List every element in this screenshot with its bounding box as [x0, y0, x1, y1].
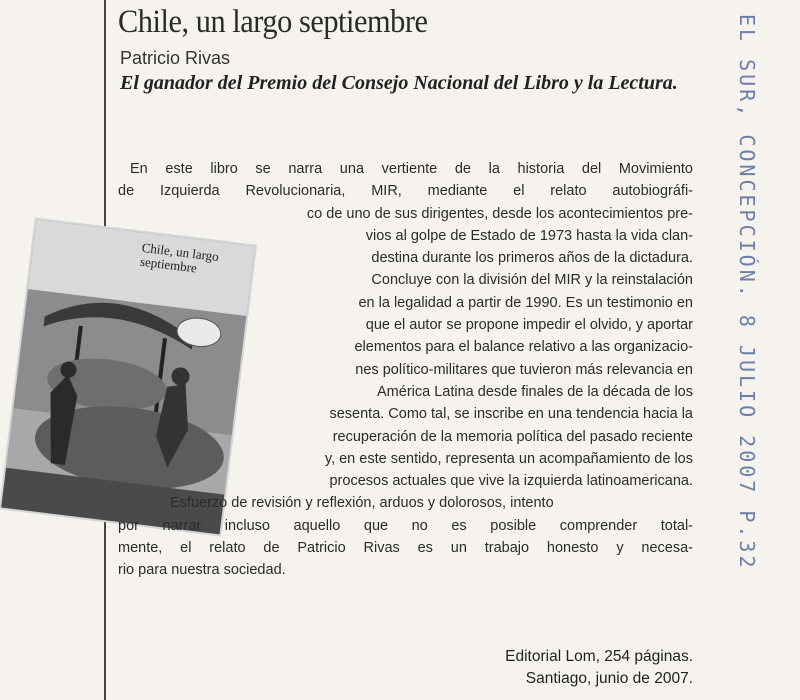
body-line: de Izquierda Revolucionaria, MIR, mediante el relato autobiográfi-	[118, 183, 693, 200]
body-line: rio para nuestra sociedad.	[118, 562, 286, 579]
body-line: elementos para el balance relativo a las organizacio-	[354, 339, 693, 356]
body-line: destina durante los primeros años de la dictadura.	[371, 250, 693, 267]
handwritten-source-note	[735, 14, 795, 694]
body-line: co de uno de sus dirigentes, desde los acontecimientos pre-	[306, 205, 693, 222]
body-line: Esfuerzo de revisión y reflexión, arduos y dolorosos, intento	[170, 495, 554, 512]
article-body	[118, 158, 693, 582]
body-line: y, en este sentido, representa un acompañamiento de los	[324, 450, 693, 467]
body-line: vios al golpe de Estado de 1973 hasta la vida clan-	[365, 227, 693, 244]
body-line: por narrar incluso aquello que no es posible comprender total-	[118, 517, 693, 534]
body-line: recuperación de la memoria política del pasado reciente	[332, 428, 693, 445]
body-line: Concluye con la división del MIR y la reinstalación	[371, 272, 693, 289]
body-line: nes político-militares que tuvieron más relevancia en	[355, 361, 693, 378]
body-line: En este libro se narra una vertiente de la historia del Movimiento	[130, 161, 693, 177]
book-cover-title: Chile, un largo septiembre	[139, 239, 220, 276]
body-line: que el autor se propone impedir el olvido, y aportar	[365, 317, 693, 334]
body-line: procesos actuales que vive la izquierda latinoamericana.	[329, 473, 693, 490]
publication-info	[505, 646, 693, 690]
place-date: Santiago, junio de 2007.	[525, 670, 693, 687]
article-subtitle: El ganador del Premio del Consejo Nacional del Libro y la Lectura.	[120, 72, 678, 94]
body-line: mente, el relato de Patricio Rivas es un trabajo honesto y necesa-	[118, 540, 693, 557]
body-line: sesenta. Como tal, se inscribe en una tendencia hacia la	[329, 406, 693, 423]
body-line: América Latina desde finales de la década de los	[377, 383, 693, 400]
article-title: Chile, un largo septiembre	[118, 4, 428, 40]
body-line: en la legalidad a partir de 1990. Es un testimonio en	[358, 294, 693, 311]
article-author: Patricio Rivas	[120, 48, 231, 68]
publisher-line: Editorial Lom, 254 páginas.	[505, 648, 693, 665]
handwritten-note-text: EL SUR, CONCEPCIÓN. 8 JULIO 2007 P.32	[735, 14, 759, 571]
